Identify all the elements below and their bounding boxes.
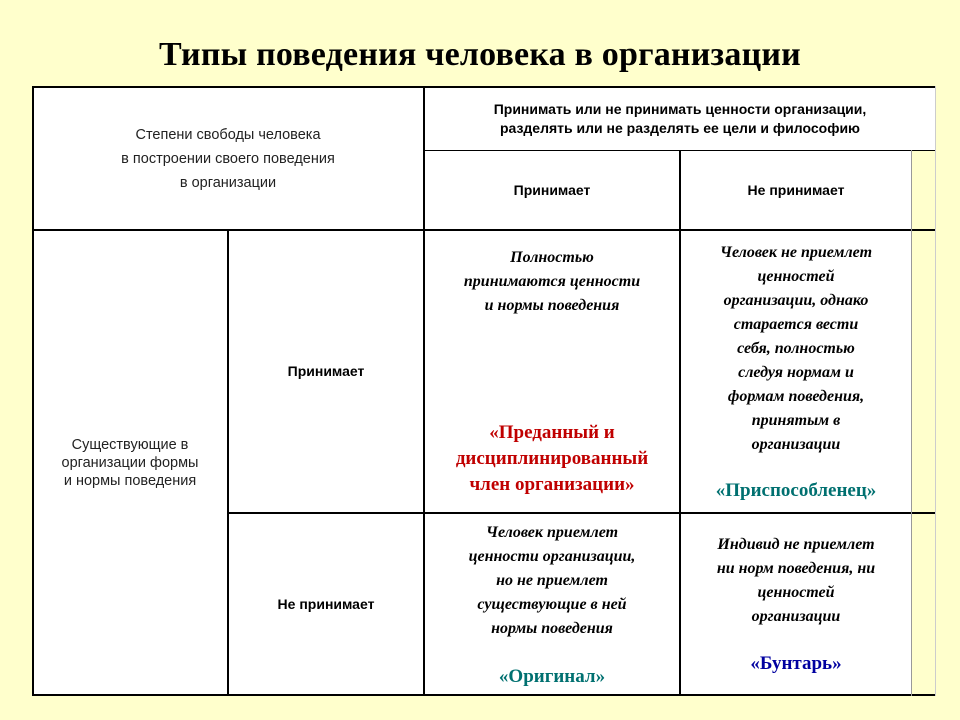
values-question-line: Принимать или не принимать ценности организации, — [493, 101, 867, 117]
type-label-rebel — [680, 651, 912, 677]
description-line: Полностью — [510, 249, 594, 266]
type-label-conformist — [680, 478, 912, 504]
description-line: Индивид не приемлет — [717, 536, 875, 553]
description-line: принятым в — [751, 412, 841, 429]
row-group-label-line: Существующие в — [71, 436, 189, 453]
description-line: ценностей — [757, 584, 835, 601]
description-line: существующие в ней — [477, 596, 627, 613]
corner-label-line: Степени свободы человека — [135, 126, 321, 143]
values-question-line: разделять или не разделять ее цели и философию — [499, 120, 861, 136]
col-header-accepts — [424, 151, 680, 230]
description-line: ценности организации, — [468, 548, 636, 565]
cell-description — [717, 533, 875, 629]
grid-line — [228, 512, 936, 514]
description-line: Человек приемлет — [485, 524, 619, 541]
col-header-rejects-label: Не принимает — [747, 182, 845, 198]
values-question-header — [424, 87, 936, 151]
row-label-rejects: Не принимает — [277, 595, 375, 612]
page-title: Типы поведения человека в организации — [159, 36, 801, 73]
cell-original — [424, 513, 680, 695]
description-line: нормы поведения — [491, 620, 613, 637]
grid-line — [227, 230, 229, 696]
col-header-accepts-label: Принимает — [513, 182, 591, 198]
type-label-original — [424, 664, 680, 690]
row-group-label-cell — [32, 230, 228, 695]
description-line: и нормы поведения — [484, 297, 620, 314]
grid-line — [423, 86, 425, 696]
description-line: принимаются ценности — [463, 273, 641, 290]
type-label-line: «Оригинал» — [498, 666, 606, 687]
type-label-line: дисциплинированный — [455, 448, 649, 469]
type-label-line: член организации» — [469, 474, 635, 495]
type-label-line: «Бунтарь» — [750, 653, 842, 674]
description-line: но не приемлет — [496, 572, 608, 589]
type-label-line: «Преданный и — [489, 422, 615, 443]
row-group-label-line: и нормы поведения — [63, 472, 197, 489]
corner-label-line: в организации — [179, 174, 277, 191]
cell-devoted-member — [424, 230, 680, 513]
type-label-devoted — [424, 420, 680, 498]
corner-label-line: в построении своего поведения — [121, 150, 335, 167]
description-line: организации, однако — [723, 292, 869, 309]
row-label-accepts: Принимает — [287, 363, 365, 379]
col-header-rejects — [680, 151, 912, 230]
description-line: Человек не приемлет — [719, 244, 873, 261]
cell-rebel — [680, 513, 912, 695]
grid-line — [935, 86, 936, 696]
description-line: ни норм поведения, ни — [716, 560, 876, 577]
description-line: ценностей — [757, 268, 835, 285]
description-line: формам поведения, — [727, 388, 865, 405]
description-line: организации — [751, 436, 841, 453]
cell-conformist — [680, 230, 912, 513]
corner-header-cell — [32, 87, 424, 230]
row-group-label-line: организации формы — [61, 454, 199, 471]
description-line: следуя нормам и — [738, 364, 854, 381]
description-line: организации — [751, 608, 841, 625]
grid-line — [32, 694, 936, 696]
cell-description — [720, 241, 872, 457]
description-line: себя, полностью — [737, 340, 855, 357]
row-label-accepts-cell — [228, 230, 424, 513]
grid-line — [32, 86, 936, 88]
grid-line — [32, 86, 34, 696]
grid-line — [911, 150, 912, 696]
description-line: старается вести — [733, 316, 859, 333]
cell-description — [469, 521, 636, 641]
type-label-line: «Приспособленец» — [715, 480, 877, 501]
grid-line — [32, 229, 936, 231]
row-label-rejects-cell — [228, 513, 424, 695]
grid-line — [679, 150, 681, 696]
cell-description — [464, 246, 640, 318]
